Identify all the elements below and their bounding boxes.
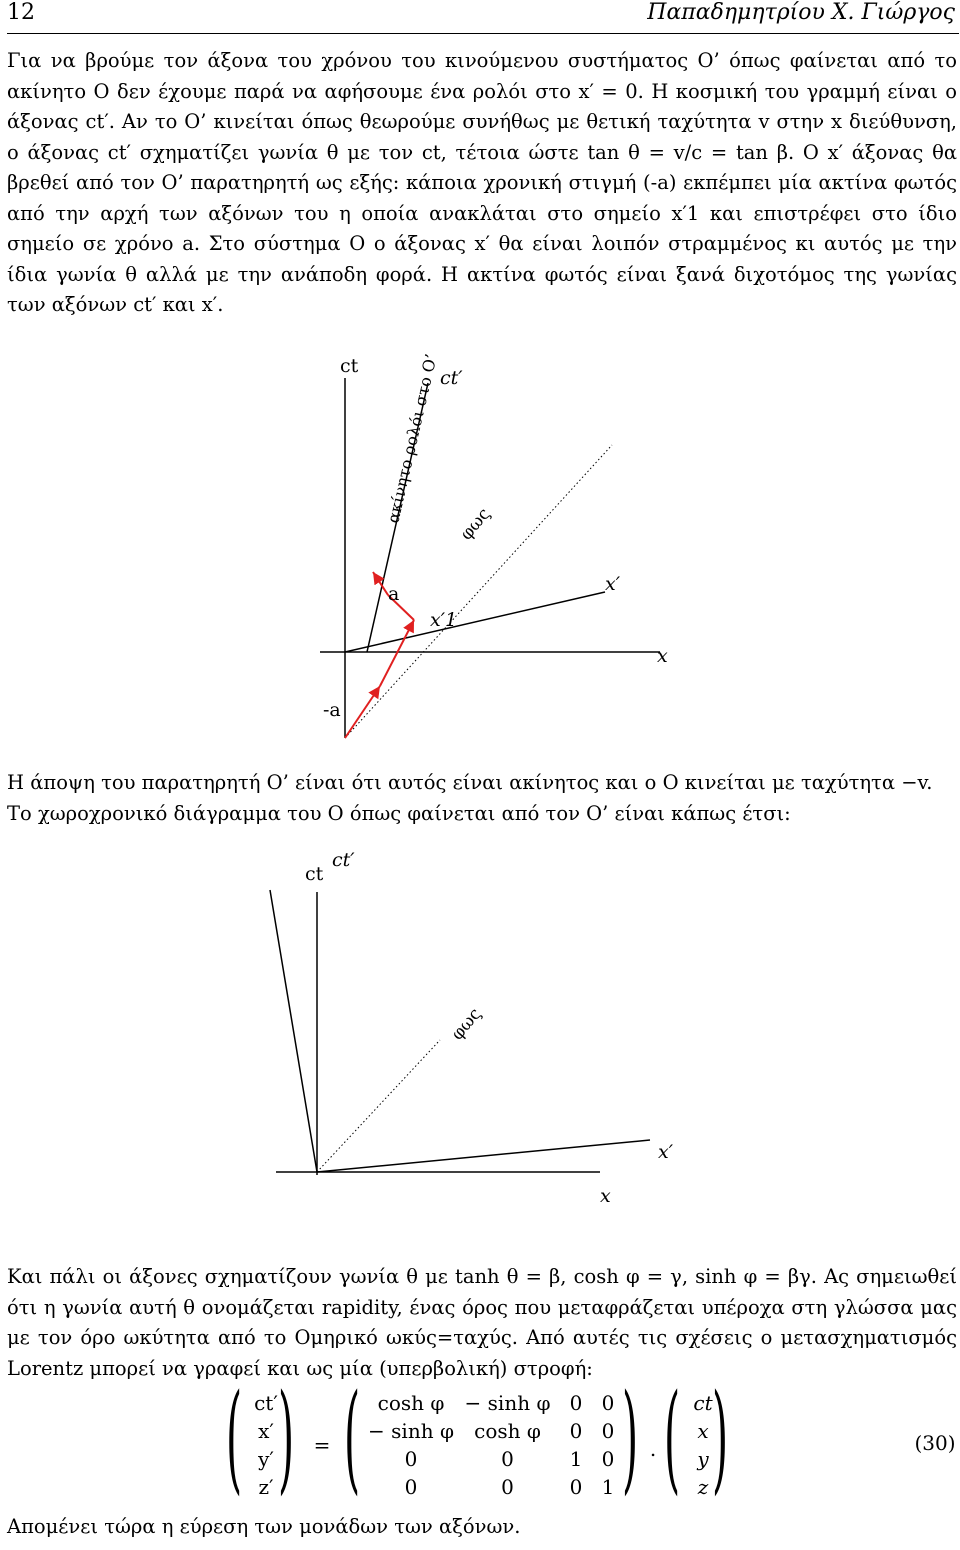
m-3-1: 0 — [501, 1475, 514, 1499]
m-0-3: 0 — [601, 1391, 615, 1415]
rhs-left-paren: ( — [664, 1368, 681, 1506]
m-1-2: 0 — [569, 1419, 583, 1443]
rhs-row-2: y — [697, 1447, 709, 1471]
equation-lorentz-rotation — [0, 1368, 960, 1506]
label-ct-prime-2: ct′ — [332, 849, 355, 871]
closing-sentence: Απομένει τώρα η εύρεση των μονάδων των αξόνων. — [7, 1515, 521, 1538]
label-resting-clock: ακίνητο ρολόι στο Ο’ — [383, 352, 441, 525]
label-x-2: x — [600, 1185, 611, 1207]
lhs-row-0: ct′ — [254, 1391, 278, 1415]
m-1-3: 0 — [601, 1419, 615, 1443]
lhs-right-paren: ) — [278, 1368, 295, 1506]
paragraph-observer-view-line2: Το χωροχρονικό διάγραμμα του Ο όπως φαίνεται από τον Ο’ είναι κάπως έτσι: — [7, 801, 791, 825]
m-3-2: 0 — [569, 1475, 583, 1499]
label-x1-prime: x′1 — [430, 609, 458, 631]
ct-prime-axis-2 — [270, 890, 317, 1172]
rhs-row-0: ct — [693, 1391, 713, 1415]
label-x-prime-2: x′ — [658, 1141, 674, 1163]
label-light-2: φως — [447, 1004, 486, 1045]
m-1-0: − sinh φ — [368, 1419, 454, 1443]
paragraph-intro: Για να βρούμε τον άξονα του χρόνου του κινούμενου συστήματος Ο’ όπως φαίνεται από το ακίνητο Ο δεν έχουμε παρά να αφήσουμε ένα ρολόι στο x′ = 0. Η κοσμική του γραμμή είναι ο άξονας ct′. Αν το Ο’ κινείται όπως θεωρούμε συνήθως με θετική ταχύτητα v στην x διεύθυνση, ο άξονας ct′ σχηματίζει γωνία θ με τον ct, τέτοια ώστε tan θ = v/c = tan β. Ο x′ άξονας θα βρεθεί από τον Ο’ παρατηρητή ως εξής: κάποια χρονική στιγμή (-a) εκπέμπει μία ακτίνα φωτός από την αρχή των αξόνων του η οποία ανακλάται στο σημείο x′1 και επιστρέφει στο ίδιο σημείο σε χρόνο a. Στο σύστημα Ο ο άξονας x′ θα είναι λοιπόν στραμμένος κι αυτός με την ίδια γωνία θ αλλά με την ανάποδη φορά. Η ακτίνα φωτός είναι ξανά διχοτόμος της γωνίας των αξόνων ct′ και x′. — [7, 49, 957, 316]
m-0-0: cosh φ — [377, 1391, 445, 1415]
m-1-1: cosh φ — [474, 1419, 541, 1443]
m-0-2: 0 — [569, 1391, 583, 1415]
paragraph-observer-view-line1: Η άποψη του παρατηρητή Ο’ είναι ότι αυτός είναι ακίνητος και ο Ο κινείται με ταχύτητα −v. — [7, 771, 933, 794]
m-3-0: 0 — [404, 1475, 418, 1499]
label-ct-2: ct — [305, 863, 324, 885]
rhs-row-1: x — [697, 1419, 709, 1443]
label-light: φως — [456, 504, 495, 545]
matrix-right-paren: ) — [622, 1368, 639, 1506]
running-header-author: Παπαδημητρίου Χ. Γιώργος — [647, 0, 955, 25]
label-ct-prime: ct′ — [440, 367, 463, 389]
equals-sign: = — [313, 1433, 331, 1457]
page-number: 12 — [7, 0, 35, 25]
m-2-2: 1 — [569, 1447, 583, 1471]
x-prime-axis-2 — [317, 1140, 650, 1172]
m-2-1: 0 — [501, 1447, 514, 1471]
matrix-dot: . — [649, 1437, 657, 1461]
m-3-3: 1 — [601, 1475, 615, 1499]
paragraph-rapidity: Και πάλι οι άξονες σχηματίζουν γωνία θ με tanh θ = β, cosh φ = γ, sinh φ = βγ. Ας σημειωθεί ότι η γωνία αυτή θ ονομάζεται rapidity, ένας όρος που μεταφράζεται υπέροχα στη γλώσσα μας με τον όρο ωκύτητα από το Ομηρικό ωκύς=ταχύς. Από αυτές τις σχέσεις ο μετασχηματισμός Lorentz μπορεί να γραφεί και ως μία (υπερβολική) στροφή: — [7, 1265, 957, 1380]
m-0-1: − sinh φ — [464, 1391, 551, 1415]
rhs-right-paren: ) — [712, 1368, 729, 1506]
label-a: a — [388, 583, 400, 605]
m-2-3: 0 — [601, 1447, 615, 1471]
m-2-0: 0 — [404, 1447, 418, 1471]
label-minus-a: -a — [323, 699, 341, 721]
label-x: x — [657, 645, 668, 667]
equation-number: (30) — [914, 1431, 956, 1455]
lhs-row-2: y′ — [258, 1447, 274, 1471]
label-x-prime: x′ — [605, 573, 621, 595]
lhs-row-3: z′ — [258, 1475, 274, 1499]
label-ct: ct — [340, 355, 359, 377]
lhs-left-paren: ( — [226, 1368, 243, 1506]
rhs-row-3: z — [697, 1475, 709, 1499]
light-ray-line-2 — [317, 1040, 440, 1172]
lhs-row-1: x′ — [258, 1419, 274, 1443]
matrix-left-paren: ( — [344, 1368, 361, 1506]
